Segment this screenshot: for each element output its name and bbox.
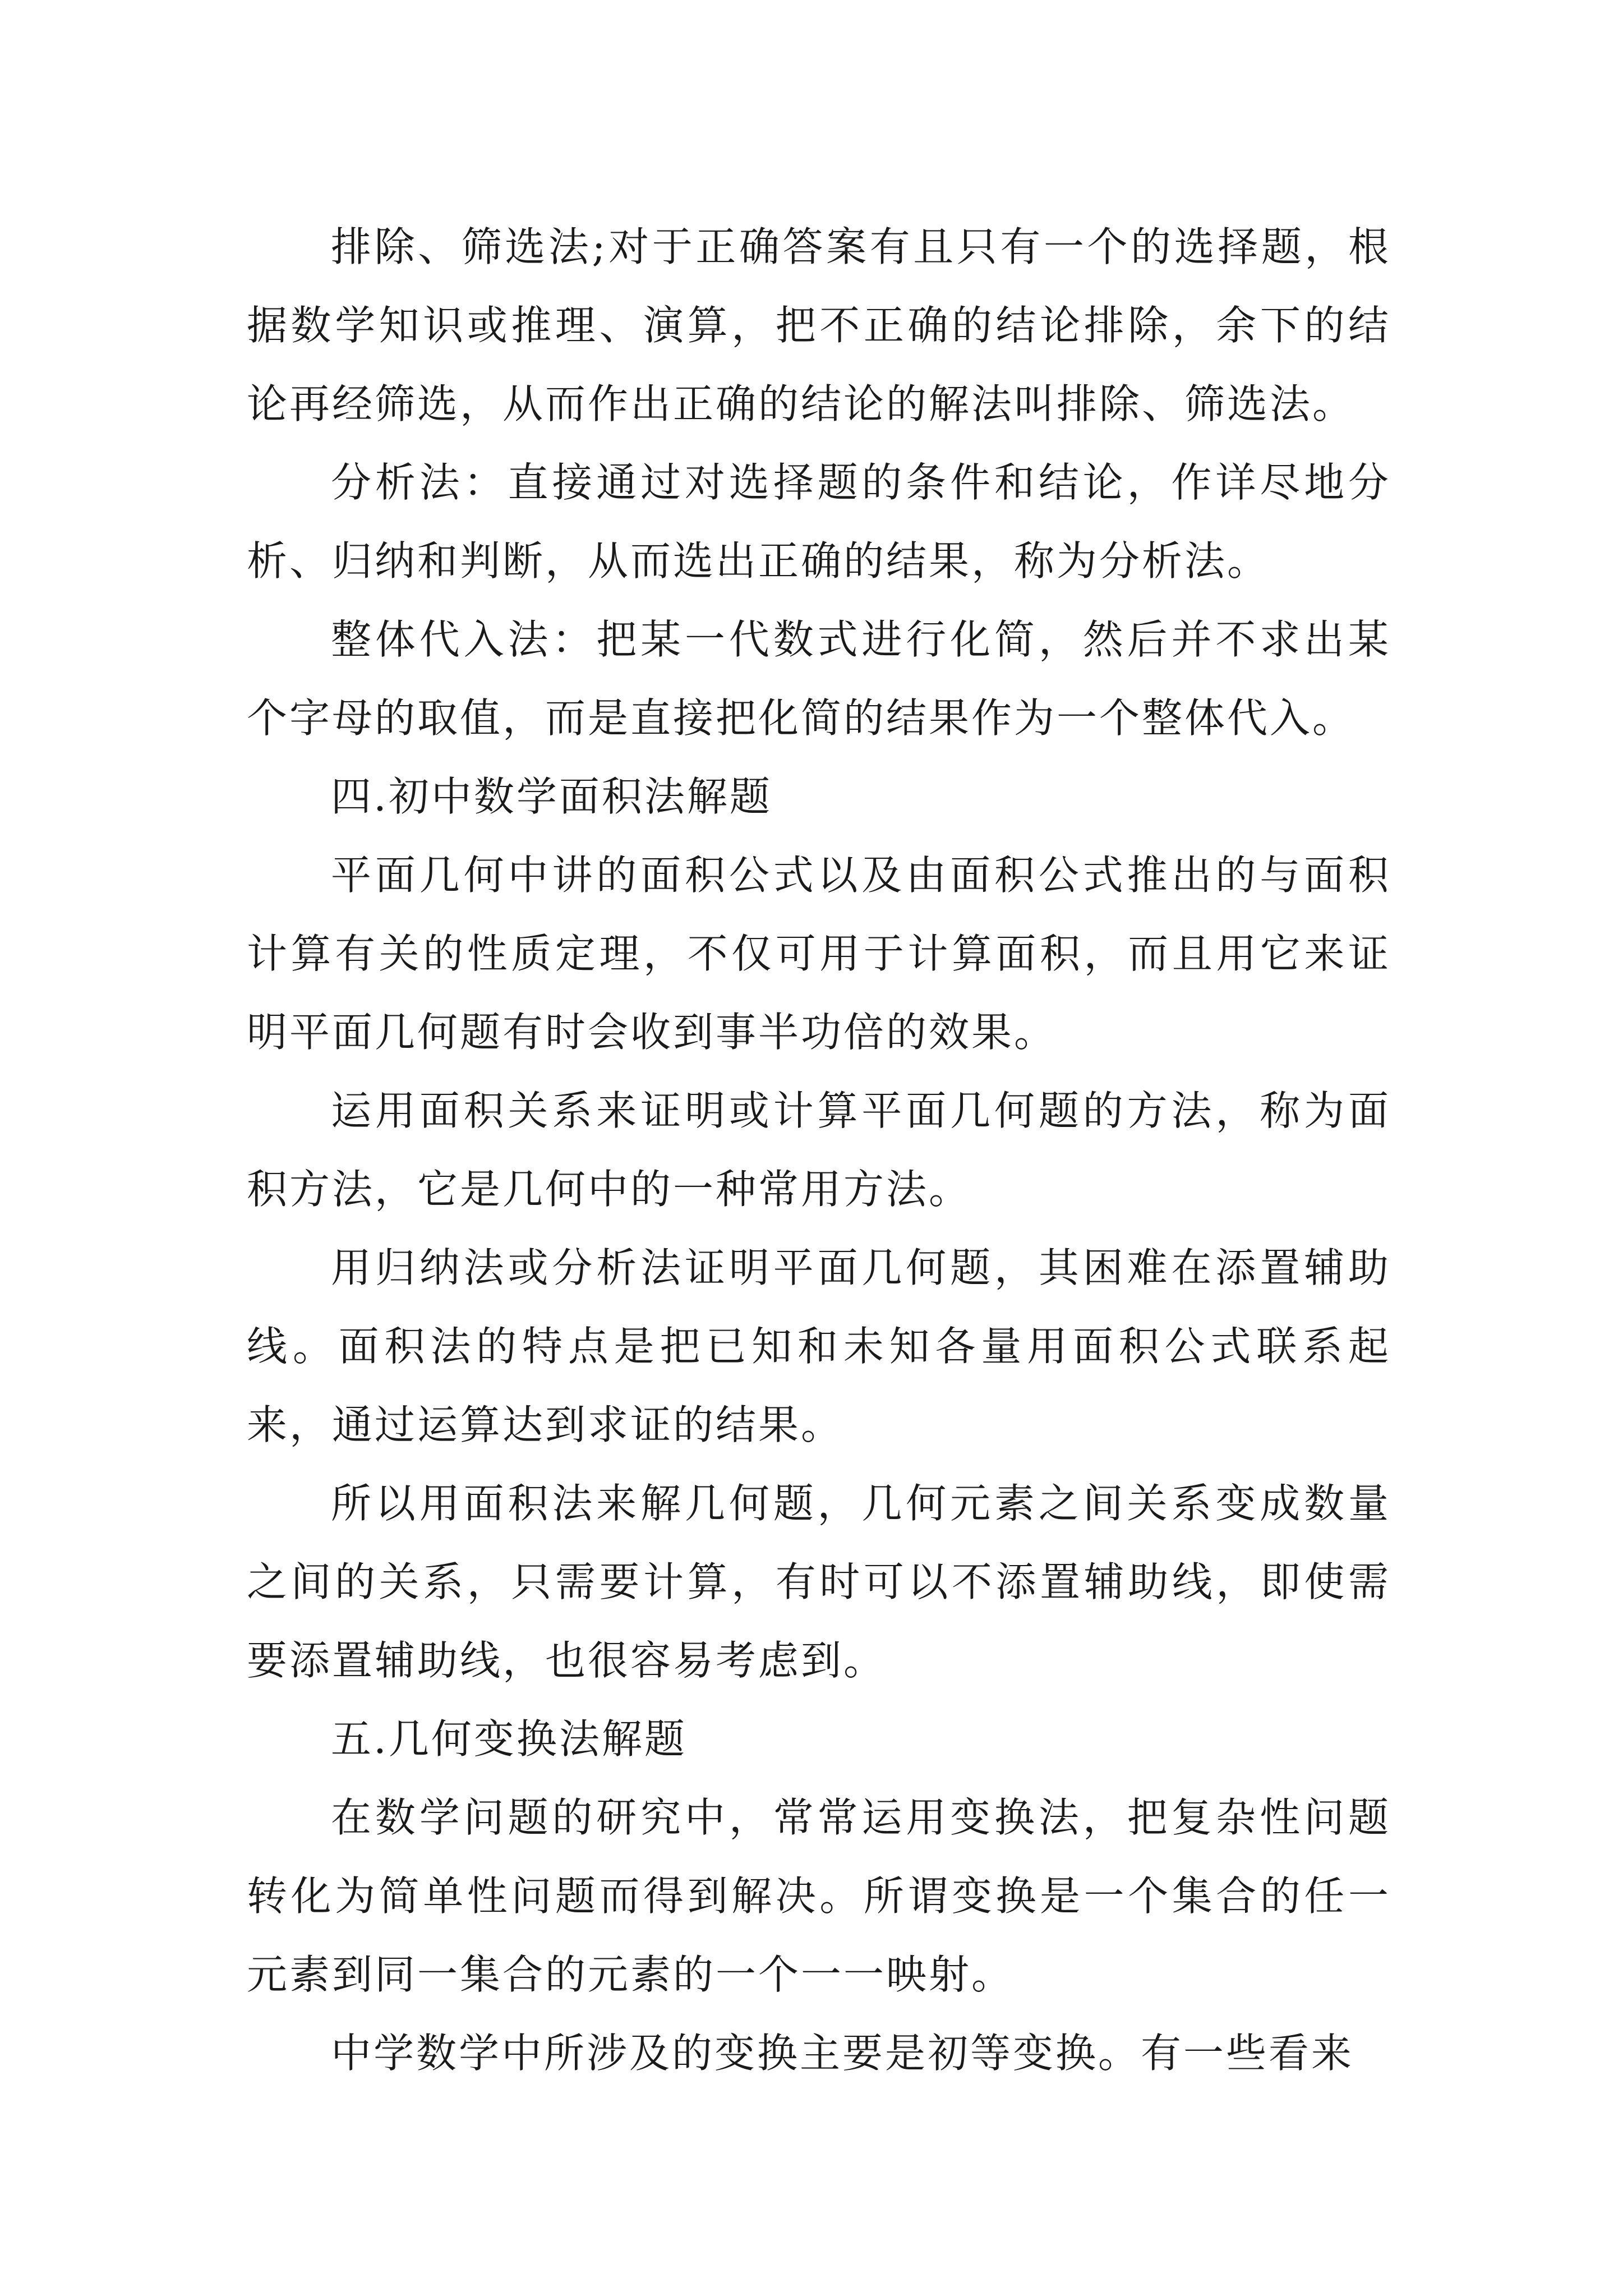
section-heading-area-method: 四.初中数学面积法解题 [331, 773, 772, 820]
paragraph-area-method-definition: 运用面积关系来证明或计算平面几何题的方法，称为面积方法，它是几何中的一种常用方法。 [247, 1087, 1391, 1213]
paragraph-auxiliary-lines: 用归纳法或分析法证明平面几何题，其困难在添置辅助线。面积法的特点是把已知和未知各量用面积公式联系起来，通过运算达到求证的结果。 [247, 1244, 1391, 1448]
section-heading-transformation-method: 五.几何变换法解题 [331, 1715, 687, 1763]
paragraph-transformation-definition: 在数学问题的研究中，常常运用变换法，把复杂性问题转化为简单性问题而得到解决。所谓变换是一个集合的任一元素到同一集合的元素的一个一一映射。 [247, 1794, 1391, 1998]
document-body [247, 208, 1391, 2092]
paragraph-elementary-transformation: 中学数学中所涉及的变换主要是初等变换。有一些看来 [331, 2030, 1354, 2077]
paragraph-area-formula: 平面几何中讲的面积公式以及由面积公式推出的与面积计算有关的性质定理，不仅可用于计算面积，而且用它来证明平面几何题有时会收到事半功倍的效果。 [247, 852, 1391, 1056]
paragraph-area-method-advantage: 所以用面积法来解几何题，几何元素之间关系变成数量之间的关系，只需要计算，有时可以不添置辅助线，即使需要添置辅助线，也很容易考虑到。 [247, 1480, 1391, 1684]
paragraph-substitution-method: 整体代入法：把某一代数式进行化简，然后并不求出某个字母的取值，而是直接把化简的结果作为一个整体代入。 [247, 616, 1391, 742]
paragraph-analysis-method: 分析法：直接通过对选择题的条件和结论，作详尽地分析、归纳和判断，从而选出正确的结果，称为分析法。 [247, 459, 1391, 585]
paragraph-elimination-method: 排除、筛选法;对于正确答案有且只有一个的选择题，根据数学知识或推理、演算，把不正确的结论排除，余下的结论再经筛选，从而作出正确的结论的解法叫排除、筛选法。 [247, 223, 1391, 427]
